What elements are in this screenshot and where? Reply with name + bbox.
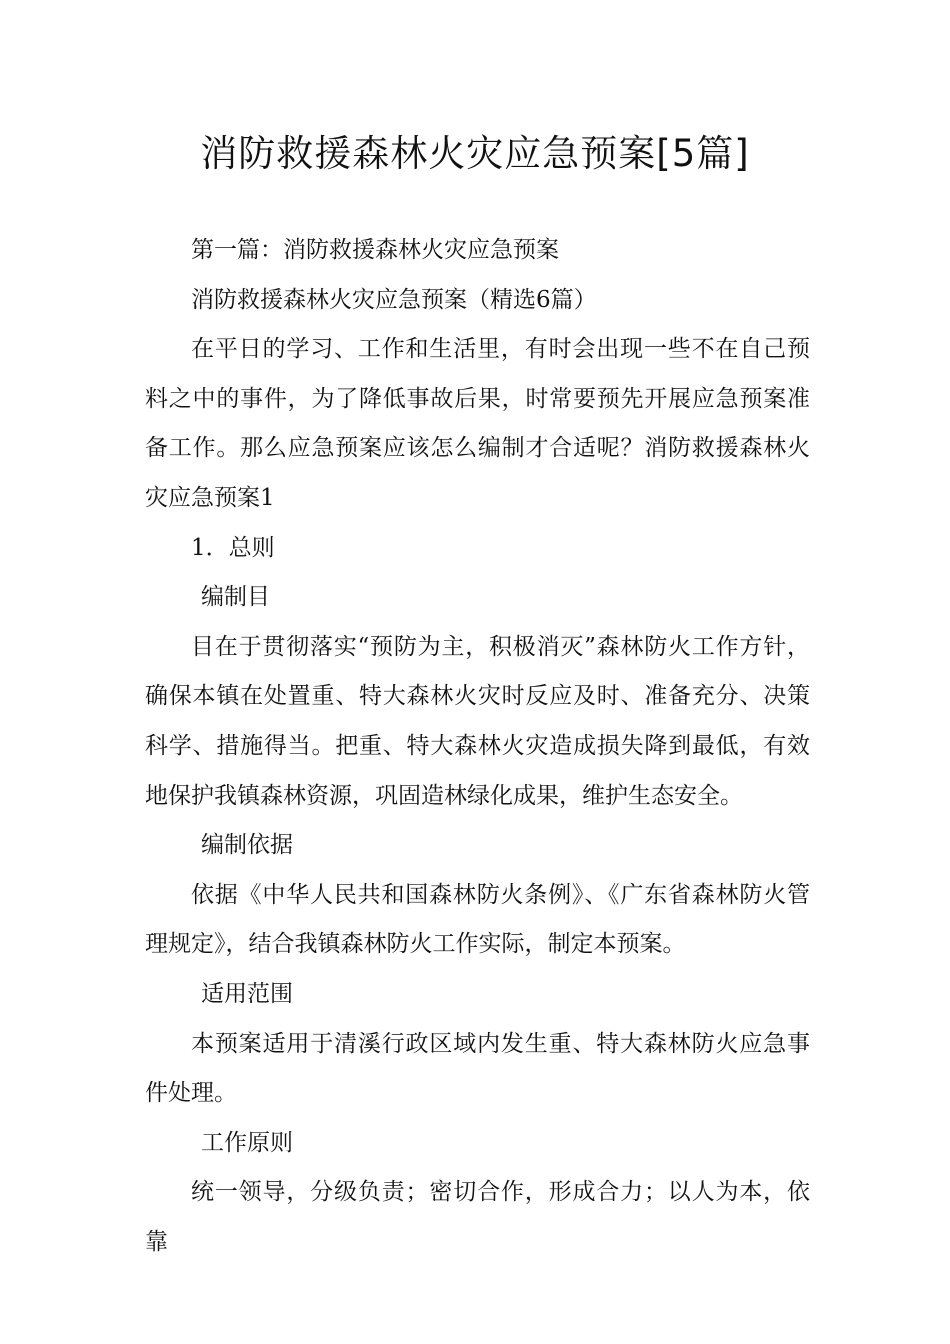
subheading-principles: 工作原则 [201, 1129, 293, 1156]
subheading-basis: 编制依据 [201, 832, 293, 859]
paragraph-purpose: 目在于贯彻落实“预防为主，积极消灭”森林防火工作方针，确保本镇在处置重、特大森林火灾时反应及时、准备充分、决策科学、措施得当。把重、特大森林火灾造成损失降到最低，有效地保护我镇森林资源，巩固造林绿化成果，维护生态安全。 [145, 633, 810, 809]
paragraph-subtitle: 消防救援森林火灾应急预案（精选6篇） [191, 286, 597, 313]
paragraph-basis: 依据《中华人民共和国森林防火条例》、《广东省森林防火管理规定》，结合我镇森林防火工作实际，制定本预案。 [145, 881, 810, 958]
paragraph-intro: 在平日的学习、工作和生活里，有时会出现一些不在自己预料之中的事件，为了降低事故后果，时常要预先开展应急预案准备工作。那么应急预案应该怎么编制才合适呢？消防救援森林火灾应急预案1 [145, 336, 810, 511]
document-body [145, 226, 810, 1267]
subheading-purpose: 编制目 [201, 584, 270, 611]
subheading-scope: 适用范围 [201, 980, 293, 1007]
paragraph-principles: 统一领导，分级负责；密切合作，形成合力；以人为本，依靠 [145, 1179, 810, 1255]
paragraph-scope: 本预案适用于清溪行政区域内发生重、特大森林防火应急事件处理。 [145, 1030, 810, 1107]
section-heading-general: 1．总则 [191, 534, 275, 561]
document-title: 消防救援森林火灾应急预案[5篇] [200, 132, 750, 175]
paragraph-heading-part-one: 第一篇：消防救援森林火灾应急预案 [191, 237, 559, 263]
